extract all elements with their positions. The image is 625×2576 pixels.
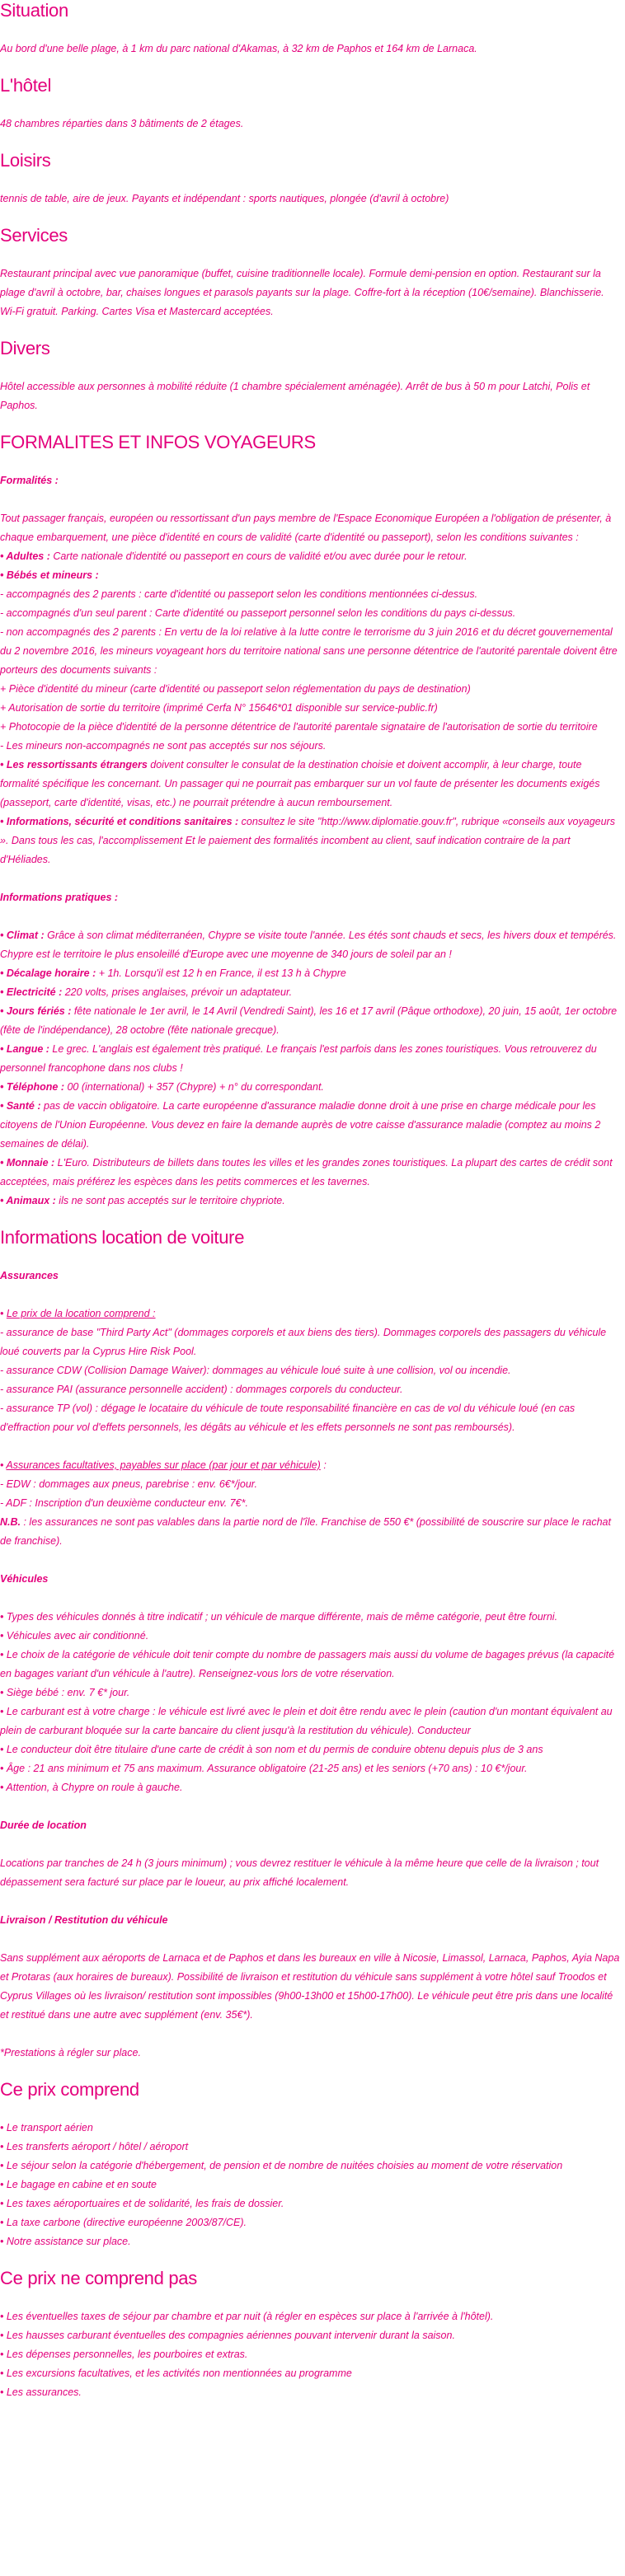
info-sante	[0, 1097, 622, 1154]
section-location	[0, 1227, 622, 2063]
info-jours-feries	[0, 1002, 622, 1040]
nb-label: N.B.	[0, 1516, 21, 1528]
spacer	[0, 1589, 622, 1608]
inclus-line: - assurance PAI (assurance personnelle accident) : dommages corporels du conducteur.	[0, 1384, 403, 1395]
list-item: • Les éventuelles taxes de séjour par chambre et par nuit (à régler en espèces sur place à l'arrivée à l'hôtel).	[0, 2311, 494, 2322]
item-label: • Electricité :	[0, 986, 63, 998]
formalites-intro: Tout passager français, européen ou ressortissant d'un pays membre de l'Espace Economique Européen a l'obligation de présenter, à chaque embarquement, une pièce d'identité en cours de validité (carte d'identité ou passeport), selon les conditions suivantes :	[0, 513, 612, 543]
spacer	[0, 1551, 622, 1570]
heading-location: Informations location de voiture	[0, 1227, 245, 1248]
section-situation	[0, 0, 622, 59]
item-text: 00 (international) + 357 (Chypre) + n° du correspondant.	[64, 1081, 324, 1093]
vehicules-item: • Le choix de la catégorie de véhicule doit tenir compte du nombre de passagers mais aussi du volume de bagages prévus (la capacité en bagages variant d'un véhicule à l'autre). Renseignez-vous lors de votre réservation.	[0, 1649, 615, 1679]
facultatives-label: Assurances facultatives, payables sur place (par jour et par véhicule)	[6, 1459, 321, 1471]
list-item: • Le transport aérien	[0, 2122, 93, 2133]
livraison-subheading	[0, 1911, 622, 1930]
list-item: • Les dépenses personnelles, les pourboires et extras.	[0, 2349, 248, 2360]
list-item: • La taxe carbone (directive européenne 2003/87/CE).	[0, 2217, 247, 2228]
item-text: Carte nationale d'identité ou passeport en cours de validité et/ou avec durée pour le retour.	[49, 550, 468, 562]
facultatives-line: - ADF : Inscription d'un deuxième conducteur env. 7€*.	[0, 1497, 248, 1509]
list-item: • Notre assistance sur place.	[0, 2236, 131, 2247]
vehicules-item: • Âge : 21 ans minimum et 75 ans maximum. Assurance obligatoire (21-25 ans) et les seniors (+70 ans) : 10 €*/jour.	[0, 1763, 528, 1774]
item-label: • Langue :	[0, 1043, 49, 1055]
list-item: • Les excursions facultatives, et les activités non mentionnées au programme	[0, 2368, 352, 2379]
heading-situation: Situation	[0, 0, 68, 21]
item-text: L'Euro. Distributeurs de billets dans toutes les villes et les grandes zones touristiques. La plupart des cartes de crédit sont acceptées, mais préférez les espèces dans les petits commerces et les tavernes.	[0, 1157, 613, 1187]
item-label: • Adultes :	[0, 550, 50, 562]
item-label: • Téléphone :	[0, 1081, 64, 1093]
livraison-text: Sans supplément aux aéroports de Larnaca et de Paphos et dans les bureaux en ville à Nicosie, Limassol, Larnaca, Paphos, Ayia Napa et Protaras (aux horaires de bureaux). Possibilité de livraison et restitution du véhicule sans supplément à votre hôtel sauf Troodos et Cyprus Villages où les livraison/ restitution sont impossibles (9h00-13h00 et 15h00-17h00). Le véhicule peut être pris dans une localité et restitué dans une autre avec supplément (env. 35€*).	[0, 1952, 620, 2021]
item-text: fête nationale le 1er avril, le 14 Avril (Vendredi Saint), les 16 et 17 avril (Pâque orthodoxe), 20 juin, 15 août, 1er octobre (fête de l'indépendance), 28 octobre (fête nationale grecque).	[0, 1005, 618, 1036]
situation-text: Au bord d'une belle plage, à 1 km du parc national d'Akamas, à 32 km de Paphos et 164 km de Larnaca.	[0, 43, 477, 54]
spacer	[0, 490, 622, 509]
duree-subheading	[0, 1816, 622, 1835]
inclus-label: Le prix de la location comprend :	[6, 1308, 156, 1319]
spacer	[0, 1797, 622, 1816]
loisirs-text: tennis de table, aire de jeux. Payants et indépendant : sports nautiques, plongée (d'avril à octobre)	[0, 193, 449, 204]
section-loisirs	[0, 150, 622, 208]
duree-subheading-label: Durée de location	[0, 1820, 87, 1831]
section-divers	[0, 338, 622, 415]
spacer	[0, 869, 622, 888]
facultatives-title	[0, 1456, 622, 1475]
bullet: •	[0, 1459, 7, 1471]
bullet: •	[0, 1308, 7, 1319]
heading-services: Services	[0, 225, 68, 246]
list-item-sanitaires	[0, 813, 622, 869]
spacer	[0, 1892, 622, 1911]
info-telephone	[0, 1078, 622, 1097]
section-hotel	[0, 75, 622, 133]
vehicules-item: • Types des véhicules donnés à titre indicatif ; un véhicule de marque différente, mais de même catégorie, peut être fourni.	[0, 1611, 558, 1623]
info-climat	[0, 926, 622, 964]
item-label: • Décalage horaire :	[0, 967, 96, 979]
section-services	[0, 225, 622, 321]
nb-text: : les assurances ne sont pas valables dans la partie nord de l'île. Franchise de 550 €* (possibilité de souscrire sur place le rachat de franchise).	[0, 1516, 611, 1547]
list-item: • Les taxes aéroportuaires et de solidarité, les frais de dossier.	[0, 2198, 284, 2209]
hotel-text: 48 chambres réparties dans 3 bâtiments de 2 étages.	[0, 118, 244, 129]
item-text: 220 volts, prises anglaises, prévoir un adaptateur.	[62, 986, 293, 998]
spacer	[0, 1835, 622, 1854]
divers-text: Hôtel accessible aux personnes à mobilité réduite (1 chambre spécialement aménagée). Arrêt de bus à 50 m pour Latchi, Polis et Paphos.	[0, 381, 590, 411]
item-label: • Santé :	[0, 1100, 41, 1112]
info-langue	[0, 1040, 622, 1078]
facultatives-line: - EDW : dommages aux pneus, parebrise : env. 6€*/jour.	[0, 1478, 257, 1490]
duree-text: Locations par tranches de 24 h (3 jours minimum) ; vous devrez restituer le véhicule à la même heure que celle de la livraison ; tout dépassement sera facturé sur place par le loueur, au prix affiché localement.	[0, 1857, 599, 1888]
section-ne-comprend-pas	[0, 2268, 622, 2402]
livraison-subheading-label: Livraison / Restitution du véhicule	[0, 1914, 168, 1926]
item-label: • Les ressortissants étrangers	[0, 759, 148, 770]
spacer	[0, 1286, 622, 1304]
mineurs-line: - accompagnés des 2 parents : carte d'identité ou passeport selon les conditions mentionnées ci-dessus.	[0, 588, 478, 600]
pratiques-subheading	[0, 888, 622, 907]
info-decalage	[0, 964, 622, 983]
spacer	[0, 1930, 622, 1949]
footnote: *Prestations à régler sur place.	[0, 2047, 141, 2058]
info-animaux	[0, 1192, 622, 1211]
assurances-subheading	[0, 1267, 622, 1286]
item-label: • Climat :	[0, 930, 45, 941]
vehicules-item: • Attention, à Chypre on roule à gauche.	[0, 1782, 183, 1793]
heading-comprend: Ce prix comprend	[0, 2079, 139, 2100]
list-item-bebes	[0, 566, 622, 585]
list-item-adultes	[0, 547, 622, 566]
vehicules-subheading	[0, 1570, 622, 1589]
spacer	[0, 2025, 622, 2044]
item-text: + 1h. Lorsqu'il est 12 h en France, il est 13 h à Chypre	[96, 967, 346, 979]
section-formalites	[0, 432, 622, 1211]
assurances-subheading-label: Assurances	[0, 1270, 59, 1281]
formalites-subheading	[0, 471, 622, 490]
mineurs-line: + Photocopie de la pièce d'identité de la personne détentrice de l'autorité parentale signataire de l'autorisation de sortie du territoire	[0, 721, 598, 733]
item-text: Grâce à son climat méditerranéen, Chypre se visite toute l'année. Les étés sont chauds et secs, les hivers doux et tempérés. Chypre est le territoire le plus ensoleillé d'Europe avec une moyenne de 340 jours de soleil par an !	[0, 930, 617, 960]
vehicules-item: • Le conducteur doit être titulaire d'une carte de crédit à son nom et du permis de conduire obtenu depuis plus de 3 ans	[0, 1744, 543, 1755]
spacer	[0, 907, 622, 926]
list-item-ressortissants	[0, 756, 622, 813]
item-label: • Informations, sécurité et conditions sanitaires :	[0, 816, 239, 827]
list-item: • Le séjour selon la catégorie d'hébergement, de pension et de nombre de nuitées choisies au moment de votre réservation	[0, 2160, 563, 2171]
heading-formalites: FORMALITES ET INFOS VOYAGEURS	[0, 432, 316, 452]
list-item: • Les transferts aéroport / hôtel / aéroport	[0, 2141, 189, 2152]
list-item: • Le bagage en cabine et en soute	[0, 2179, 157, 2190]
list-item: • Les assurances.	[0, 2386, 82, 2398]
heading-hotel: L'hôtel	[0, 75, 52, 96]
inclus-line: - assurance TP (vol) : dégage le locataire du véhicule de toute responsabilité financière en cas de vol du véhicule loué (en cas d'effraction pour vol d'effets personnels, les dégâts au véhicule et les effets personnels ne sont pas remboursés).	[0, 1403, 576, 1433]
heading-divers: Divers	[0, 338, 50, 358]
vehicules-item: • Véhicules avec air conditionné.	[0, 1630, 149, 1642]
item-label: • Bébés et mineurs :	[0, 569, 99, 581]
item-text: ils ne sont pas acceptés sur le territoire chypriote.	[55, 1195, 285, 1206]
list-item: • Les hausses carburant éventuelles des compagnies aériennes pouvant intervenir durant la saison.	[0, 2330, 455, 2341]
vehicules-item: • Siège bébé : env. 7 €* jour.	[0, 1687, 130, 1698]
inclus-line: - assurance de base "Third Party Act" (dommages corporels et aux biens des tiers). Dommages corporels des passagers du véhicule loué couverts par la Cyprus Hire Risk Pool.	[0, 1327, 607, 1357]
pratiques-subheading-label: Informations pratiques :	[0, 892, 119, 903]
vehicules-item: • Le carburant est à votre charge : le véhicule est livré avec le plein et doit être rendu avec le plein (caution d'un montant équivalent au plein de carburant bloquée sur la carte bancaire du client jusqu'à la restitution du véhicule). Conducteur	[0, 1706, 613, 1736]
facultatives-suffix: :	[320, 1459, 327, 1471]
item-label: • Jours fériés :	[0, 1005, 72, 1017]
item-text: consultez le site "http://www.diplomatie.gouv.fr", rubrique «conseils aux voyageurs ». Dans tous les cas, l'accomplissement Et le paiement des formalités incombent au client, sauf indication contraire de la part d'Héliades.	[0, 816, 615, 865]
info-monnaie	[0, 1154, 622, 1192]
mineurs-line: + Autorisation de sortie du territoire (imprimé Cerfa N° 15646*01 disponible sur service-public.fr)	[0, 702, 438, 714]
formalites-subheading-label: Formalités :	[0, 475, 59, 486]
mineurs-line: + Pièce d'identité du mineur (carte d'identité ou passeport selon réglementation du pays de destination)	[0, 683, 471, 695]
spacer	[0, 1437, 622, 1456]
mineurs-line: - accompagnés d'un seul parent : Carte d'identité ou passeport personnel selon les conditions du pays ci-dessus.	[0, 607, 516, 619]
mineurs-line: - Les mineurs non-accompagnés ne sont pas acceptés sur nos séjours.	[0, 740, 327, 752]
vehicules-subheading-label: Véhicules	[0, 1573, 49, 1585]
item-label: • Monnaie :	[0, 1157, 55, 1169]
nb-note	[0, 1513, 622, 1551]
item-text: doivent consulter le consulat de la destination choisie et doivent accomplir, à leur charge, toute formalité spécifique les concernant. Un passager qui ne pourrait pas embarquer sur un vol faute de présenter les documents exigés (passeport, carte d'identité, visas, etc.) ne pourrait prétendre à aucun remboursement.	[0, 759, 600, 808]
info-electricite	[0, 983, 622, 1002]
heading-ne-comprend-pas: Ce prix ne comprend pas	[0, 2268, 197, 2288]
item-text: Le grec. L'anglais est également très pratiqué. Le français l'est parfois dans les zones touristiques. Vous retrouverez du personnel francophone dans nos clubs !	[0, 1043, 597, 1074]
heading-loisirs: Loisirs	[0, 150, 51, 171]
item-label: • Animaux :	[0, 1195, 56, 1206]
mineurs-line: - non accompagnés des 2 parents : En vertu de la loi relative à la lutte contre le terrorisme du 3 juin 2016 et du décret gouvernemental du 2 novembre 2016, les mineurs voyageant hors du territoire national sans une personne détentrice de l'autorité parentale doivent être porteurs des documents suivants :	[0, 626, 618, 676]
services-text: Restaurant principal avec vue panoramique (buffet, cuisine traditionnelle locale). Formule demi-pension en option. Restaurant sur la plage d'avril à octobre, bar, chaises longues et parasols payants sur la plage. Coffre-fort à la réception (10€/semaine). Blanchisserie. Wi-Fi gratuit. Parking. Cartes Visa et Mastercard acceptées.	[0, 268, 604, 317]
inclus-title	[0, 1304, 622, 1323]
item-text: pas de vaccin obligatoire. La carte européenne d'assurance maladie donne droit à une prise en charge médicale pour les citoyens de l'Union Européenne. Vous devez en faire la demande auprès de votre caisse d'assurance maladie (comptez au moins 2 semaines de délai).	[0, 1100, 601, 1150]
section-comprend	[0, 2079, 622, 2251]
inclus-line: - assurance CDW (Collision Damage Waiver): dommages au véhicule loué suite à une collision, vol ou incendie.	[0, 1365, 511, 1376]
